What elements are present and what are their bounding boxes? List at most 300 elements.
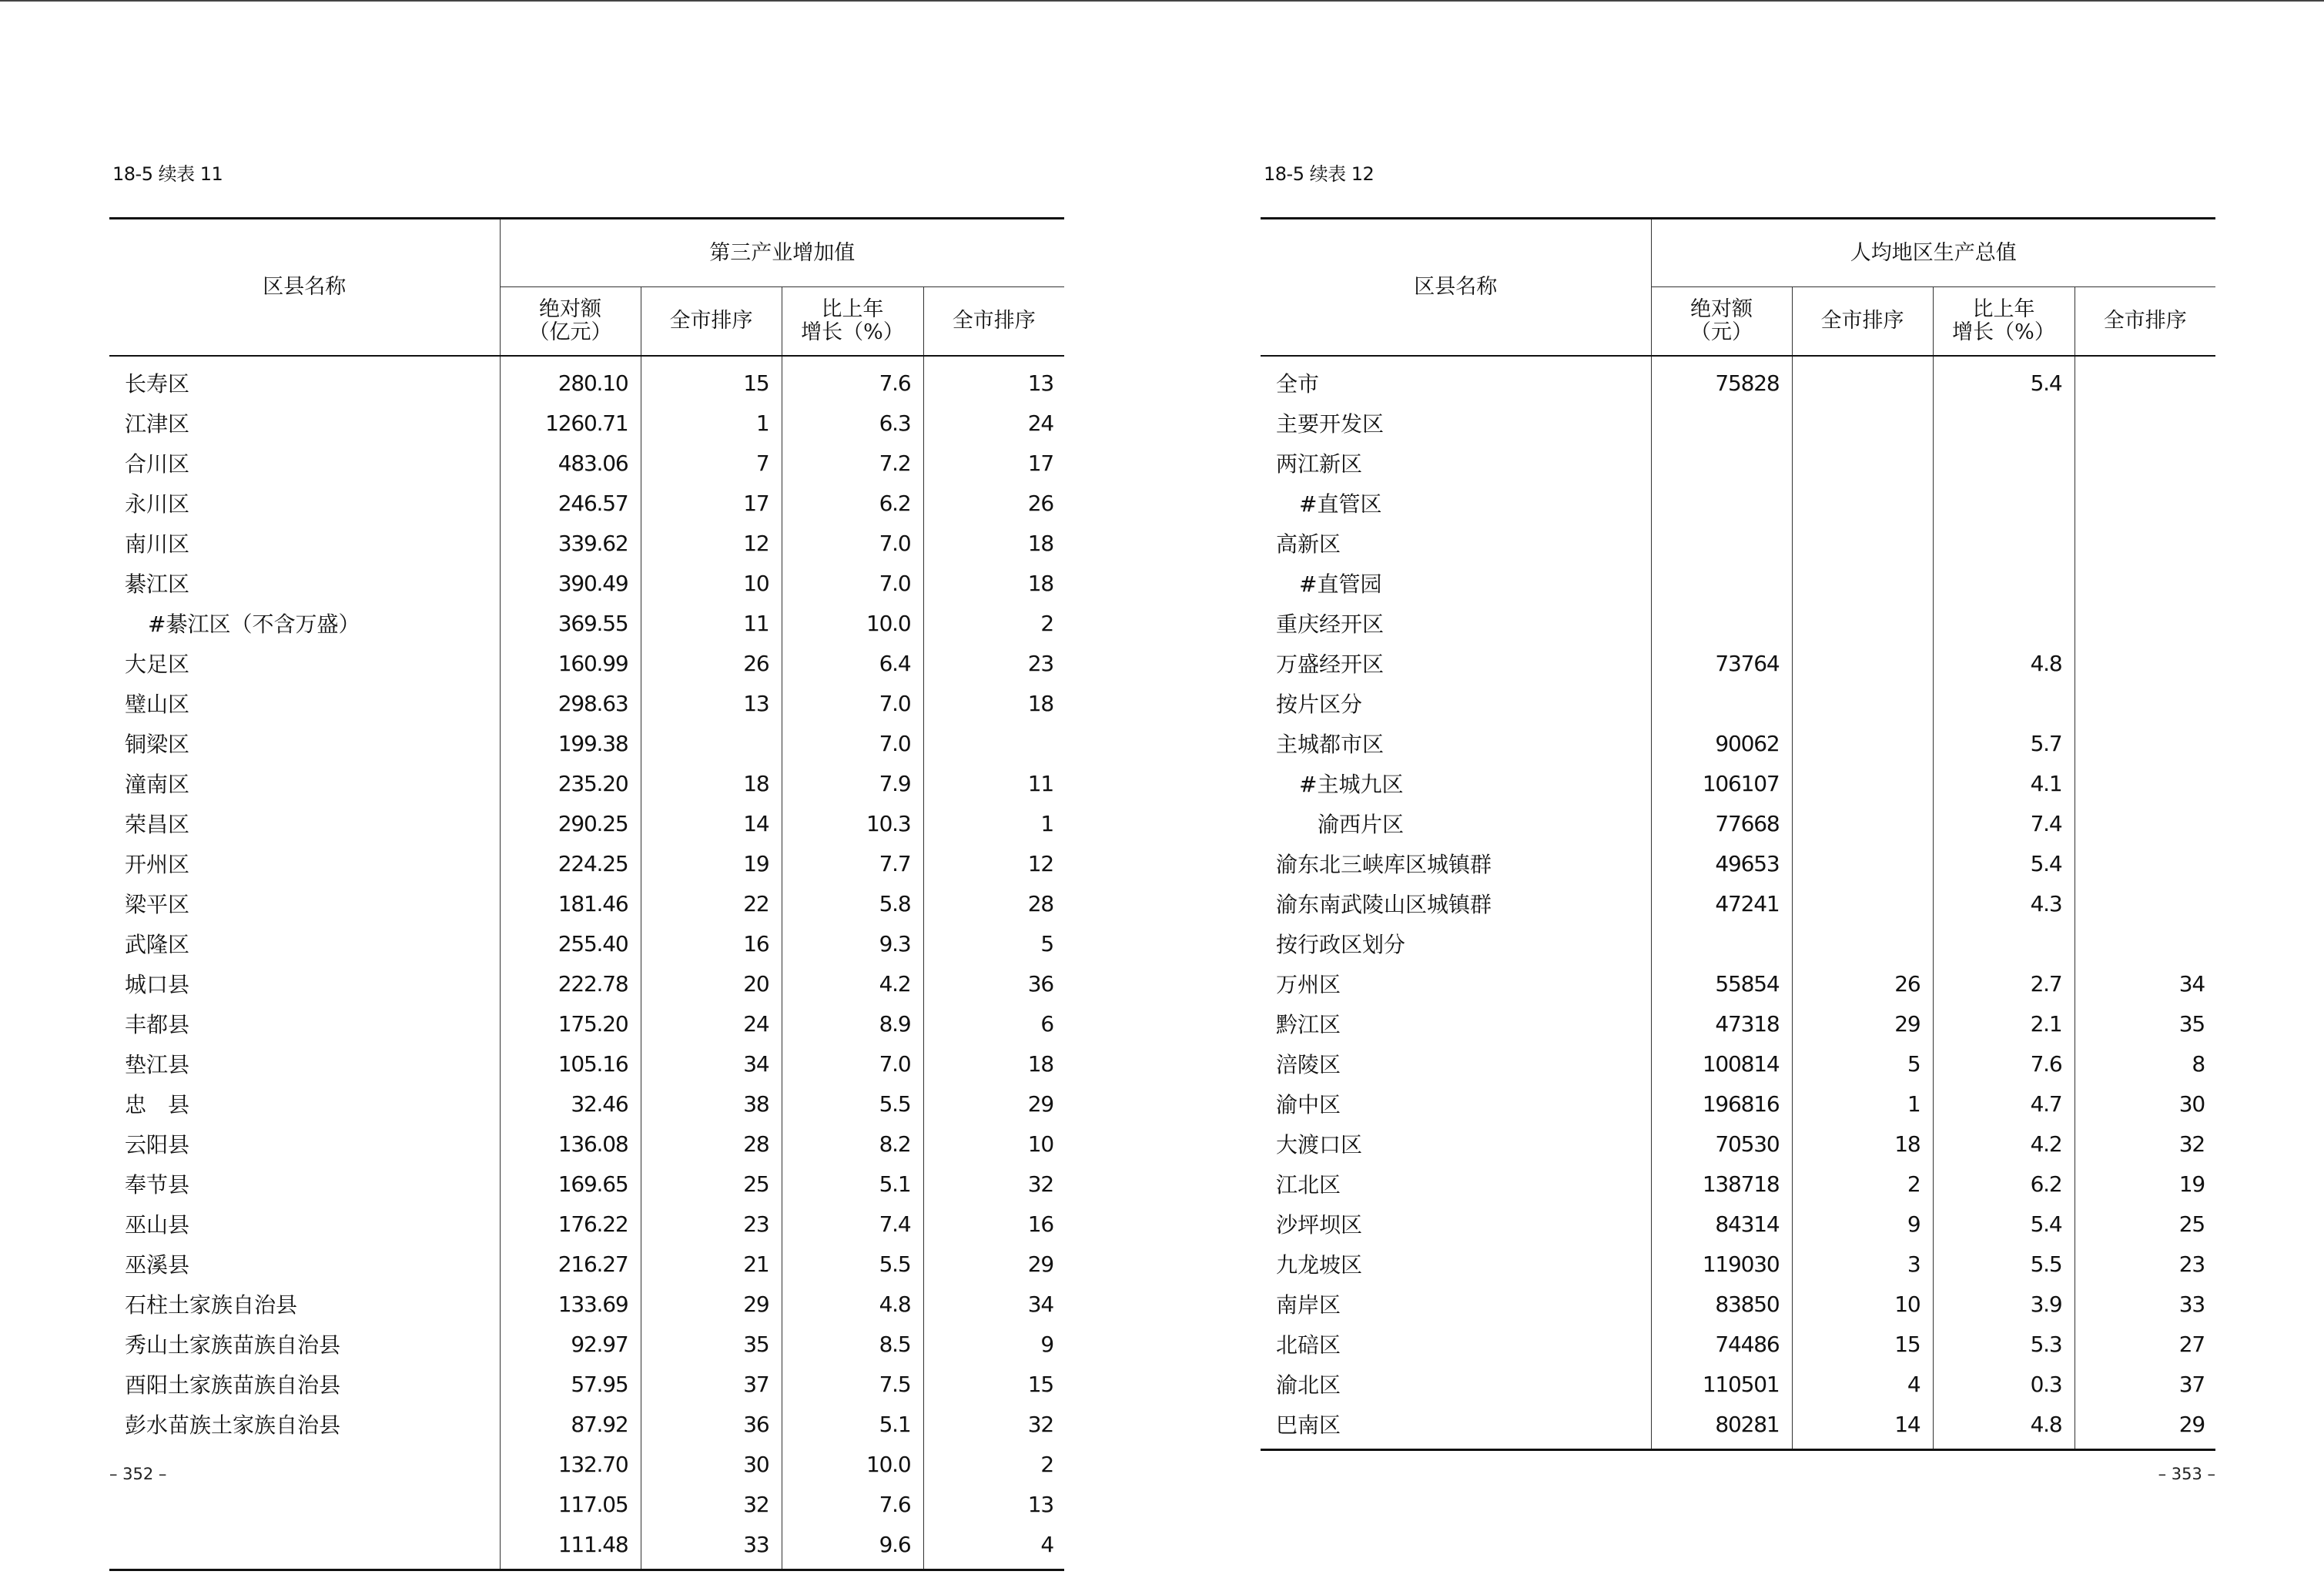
absolute-value-cell: 74486 xyxy=(1651,1324,1792,1364)
growth-rank-cell: 13 xyxy=(1027,1491,1053,1517)
rank-cell xyxy=(1792,356,1933,403)
district-name-cell: 沙坪坝区 xyxy=(1261,1204,1651,1244)
table-row xyxy=(109,1484,1064,1524)
district-name-cell: 南川区 xyxy=(109,523,500,563)
absolute-value-cell: 106107 xyxy=(1651,763,1792,803)
absolute-value-cell: 235.20 xyxy=(500,763,641,803)
district-name-cell: 綦江区 xyxy=(109,563,500,603)
subheader-growth: 比上年 增长（%） xyxy=(1933,287,2075,357)
growth-cell: 10.3 xyxy=(782,803,923,843)
absolute-value-cell xyxy=(1651,443,1792,483)
growth-cell: 7.0 xyxy=(782,683,923,723)
table-row xyxy=(109,443,1064,483)
absolute-value-cell: 110501 xyxy=(1651,1364,1792,1404)
subheader-absolute: 绝对额 （元） xyxy=(1651,287,1792,357)
subheader-absolute: 绝对额 （亿元） xyxy=(500,287,641,357)
rank-cell: 21 xyxy=(641,1244,782,1284)
absolute-value-cell: 55854 xyxy=(1651,963,1792,1003)
growth-rank-cell xyxy=(2075,523,2215,563)
district-name-cell: 忠 县 xyxy=(109,1084,500,1124)
absolute-value-cell: 105.16 xyxy=(500,1044,641,1084)
absolute-value-cell: 47318 xyxy=(1651,1003,1792,1044)
absolute-value-cell: 176.22 xyxy=(500,1204,641,1244)
table-row xyxy=(109,1404,1064,1444)
rank-cell: 29 xyxy=(1792,1003,1933,1044)
absolute-value-cell: 87.92 xyxy=(500,1404,641,1444)
district-name-cell: 铜梁区 xyxy=(109,723,500,763)
growth-rank-cell: 9 xyxy=(1040,1331,1053,1357)
growth-rank-cell: 18 xyxy=(1027,530,1053,556)
table-row xyxy=(1261,483,2215,523)
absolute-value-cell: 369.55 xyxy=(500,603,641,643)
growth-rank-cell: 16 xyxy=(1027,1211,1053,1237)
table-row xyxy=(1261,683,2215,723)
rank-cell: 26 xyxy=(641,643,782,683)
growth-rank-cell xyxy=(2075,883,2215,923)
absolute-value-cell: 199.38 xyxy=(500,723,641,763)
rank-cell: 3 xyxy=(1792,1244,1933,1284)
rank-cell xyxy=(1792,483,1933,523)
rank-cell xyxy=(1792,443,1933,483)
growth-cell: 4.1 xyxy=(1933,763,2075,803)
absolute-value-cell: 290.25 xyxy=(500,803,641,843)
district-name-cell: 大足区 xyxy=(109,643,500,683)
absolute-value-cell: 196816 xyxy=(1651,1084,1792,1124)
absolute-value-cell: 224.25 xyxy=(500,843,641,883)
absolute-value-cell: 136.08 xyxy=(500,1124,641,1164)
rank-cell: 25 xyxy=(641,1164,782,1204)
rank-cell: 26 xyxy=(1792,963,1933,1003)
rank-cell xyxy=(1792,563,1933,603)
table-row xyxy=(109,1324,1064,1364)
district-name-cell: 潼南区 xyxy=(109,763,500,803)
growth-rank-cell: 1 xyxy=(1040,810,1053,836)
district-name-cell: 按行政区划分 xyxy=(1261,923,1651,963)
table-row xyxy=(109,923,1064,963)
absolute-value-cell: 84314 xyxy=(1651,1204,1792,1244)
rank-cell: 20 xyxy=(641,963,782,1003)
district-name-cell: 梁平区 xyxy=(109,883,500,923)
rank-cell: 9 xyxy=(1792,1204,1933,1244)
absolute-value-cell: 246.57 xyxy=(500,483,641,523)
absolute-value-cell: 73764 xyxy=(1651,643,1792,683)
district-name-cell: 南岸区 xyxy=(1261,1284,1651,1324)
district-name-cell: 全市 xyxy=(1261,356,1651,403)
absolute-value-cell: 255.40 xyxy=(500,923,641,963)
district-name-cell: 万州区 xyxy=(1261,963,1651,1003)
rank-cell: 13 xyxy=(641,683,782,723)
district-name-cell: 石柱土家族自治县 xyxy=(109,1284,500,1324)
right-page xyxy=(1261,0,2215,1588)
table-row xyxy=(1261,883,2215,923)
growth-rank-cell xyxy=(2075,563,2215,603)
district-name-cell: 渝东北三峡库区城镇群 xyxy=(1261,843,1651,883)
absolute-value-cell xyxy=(1651,483,1792,523)
rank-cell: 36 xyxy=(641,1404,782,1444)
growth-cell: 7.6 xyxy=(782,1484,923,1524)
rank-cell: 29 xyxy=(641,1284,782,1324)
absolute-value-cell: 390.49 xyxy=(500,563,641,603)
group-header: 人均地区生产总值 xyxy=(1651,219,2215,287)
district-name-cell: #直管园 xyxy=(1261,563,1651,603)
table-title: 18-5 续表 12 xyxy=(1264,163,1375,185)
district-name-cell: 云阳县 xyxy=(109,1124,500,1164)
district-name-cell: 重庆经开区 xyxy=(1261,603,1651,643)
absolute-value-cell: 298.63 xyxy=(500,683,641,723)
table-row xyxy=(1261,1404,2215,1450)
absolute-value-cell: 119030 xyxy=(1651,1244,1792,1284)
district-name-cell: 主城都市区 xyxy=(1261,723,1651,763)
table-row xyxy=(1261,643,2215,683)
growth-cell: 7.2 xyxy=(782,443,923,483)
growth-cell: 9.6 xyxy=(782,1524,923,1570)
subheader-rank: 全市排序 xyxy=(641,287,782,357)
table-row xyxy=(1261,523,2215,563)
growth-cell: 7.9 xyxy=(782,763,923,803)
absolute-value-cell xyxy=(1651,563,1792,603)
absolute-value-cell: 483.06 xyxy=(500,443,641,483)
growth-cell: 4.7 xyxy=(1933,1084,2075,1124)
per-capita-gdp-table xyxy=(1261,217,2215,1451)
district-name-cell: 巴南区 xyxy=(1261,1404,1651,1450)
growth-rank-cell: 23 xyxy=(2178,1251,2205,1277)
growth-cell: 4.8 xyxy=(782,1284,923,1324)
absolute-value-cell: 138718 xyxy=(1651,1164,1792,1204)
table-row xyxy=(1261,1284,2215,1324)
growth-rank-cell xyxy=(2075,403,2215,443)
district-name-cell: 按片区分 xyxy=(1261,683,1651,723)
rank-cell: 1 xyxy=(1792,1084,1933,1124)
district-name-cell: 渝北区 xyxy=(1261,1364,1651,1404)
subheader-growth-rank: 全市排序 xyxy=(952,309,1036,333)
growth-cell xyxy=(1933,563,2075,603)
growth-rank-cell xyxy=(2075,356,2215,403)
absolute-value-cell: 169.65 xyxy=(500,1164,641,1204)
growth-cell: 7.5 xyxy=(782,1364,923,1404)
absolute-value-cell: 216.27 xyxy=(500,1244,641,1284)
rank-cell: 11 xyxy=(641,603,782,643)
rank-cell: 1 xyxy=(641,403,782,443)
growth-cell: 4.8 xyxy=(1933,1404,2075,1450)
rank-cell xyxy=(1792,723,1933,763)
growth-cell xyxy=(1933,523,2075,563)
growth-cell: 5.1 xyxy=(782,1164,923,1204)
table-row xyxy=(1261,723,2215,763)
rank-cell: 22 xyxy=(641,883,782,923)
growth-cell: 2.7 xyxy=(1933,963,2075,1003)
district-name-cell: #主城九区 xyxy=(1261,763,1651,803)
rank-cell: 14 xyxy=(641,803,782,843)
absolute-value-cell: 92.97 xyxy=(500,1324,641,1364)
growth-rank-cell: 2 xyxy=(1040,1451,1053,1477)
rank-cell xyxy=(641,723,782,763)
growth-cell: 7.0 xyxy=(782,1044,923,1084)
table-row xyxy=(109,483,1064,523)
growth-rank-cell xyxy=(2075,803,2215,843)
table-row xyxy=(109,403,1064,443)
absolute-value-cell: 117.05 xyxy=(500,1484,641,1524)
growth-rank-cell: 6 xyxy=(1040,1010,1053,1037)
growth-cell: 10.0 xyxy=(782,1444,923,1484)
growth-cell: 6.3 xyxy=(782,403,923,443)
district-name-cell: 秀山土家族苗族自治县 xyxy=(109,1324,500,1364)
district-name-cell: 主要开发区 xyxy=(1261,403,1651,443)
subheader-rank: 全市排序 xyxy=(1792,287,1933,357)
absolute-value-cell: 32.46 xyxy=(500,1084,641,1124)
table-row xyxy=(1261,1244,2215,1284)
column-header-district: 区县名称 xyxy=(109,219,500,357)
table-row xyxy=(1261,1084,2215,1124)
growth-rank-cell: 33 xyxy=(2178,1291,2205,1317)
absolute-value-cell: 181.46 xyxy=(500,883,641,923)
table-row xyxy=(109,356,1064,403)
growth-rank-cell xyxy=(2075,443,2215,483)
absolute-value-cell: 1260.71 xyxy=(500,403,641,443)
table-row xyxy=(109,1204,1064,1244)
growth-cell: 6.2 xyxy=(1933,1164,2075,1204)
rank-cell: 23 xyxy=(641,1204,782,1244)
district-name-cell: 合川区 xyxy=(109,443,500,483)
growth-cell xyxy=(1933,403,2075,443)
growth-cell: 5.3 xyxy=(1933,1324,2075,1364)
growth-cell: 5.7 xyxy=(1933,723,2075,763)
rank-cell: 4 xyxy=(1792,1364,1933,1404)
rank-cell: 7 xyxy=(641,443,782,483)
absolute-value-cell: 77668 xyxy=(1651,803,1792,843)
growth-rank-cell: 30 xyxy=(2178,1090,2205,1117)
growth-cell: 8.9 xyxy=(782,1003,923,1044)
absolute-value-cell: 83850 xyxy=(1651,1284,1792,1324)
growth-cell: 7.7 xyxy=(782,843,923,883)
absolute-value-cell: 111.48 xyxy=(500,1524,641,1570)
growth-rank-cell xyxy=(2075,923,2215,963)
rank-cell xyxy=(1792,923,1933,963)
subheader-growth: 比上年 增长（%） xyxy=(782,287,923,357)
district-name-cell: 涪陵区 xyxy=(1261,1044,1651,1084)
table-row xyxy=(1261,563,2215,603)
growth-rank-cell: 19 xyxy=(2178,1171,2205,1197)
page-number: – 353 – xyxy=(2158,1465,2215,1483)
absolute-value-cell: 132.70 xyxy=(500,1444,641,1484)
absolute-value-cell xyxy=(1651,683,1792,723)
growth-rank-cell: 17 xyxy=(1027,450,1053,476)
district-name-cell: 奉节县 xyxy=(109,1164,500,1204)
growth-cell: 7.6 xyxy=(1933,1044,2075,1084)
growth-cell: 5.4 xyxy=(1933,843,2075,883)
table-row xyxy=(109,563,1064,603)
table-row xyxy=(1261,603,2215,643)
growth-rank-cell xyxy=(2075,483,2215,523)
rank-cell xyxy=(1792,803,1933,843)
growth-rank-cell: 24 xyxy=(1027,410,1053,436)
tertiary-industry-table xyxy=(109,217,1064,1571)
district-name-cell: 彭水苗族土家族自治县 xyxy=(109,1404,500,1444)
absolute-value-cell: 175.20 xyxy=(500,1003,641,1044)
district-name-cell: 渝东南武陵山区城镇群 xyxy=(1261,883,1651,923)
absolute-value-cell: 57.95 xyxy=(500,1364,641,1404)
rank-cell: 15 xyxy=(641,356,782,403)
district-name-cell: 江津区 xyxy=(109,403,500,443)
growth-cell: 7.6 xyxy=(782,356,923,403)
district-name-cell: 渝中区 xyxy=(1261,1084,1651,1124)
absolute-value-cell: 280.10 xyxy=(500,356,641,403)
table-row xyxy=(109,723,1064,763)
growth-cell: 5.1 xyxy=(782,1404,923,1444)
growth-cell: 8.5 xyxy=(782,1324,923,1364)
growth-cell: 9.3 xyxy=(782,923,923,963)
table-row xyxy=(1261,443,2215,483)
growth-cell xyxy=(1933,443,2075,483)
growth-cell xyxy=(1933,483,2075,523)
growth-rank-cell: 32 xyxy=(1027,1411,1053,1437)
absolute-value-cell: 49653 xyxy=(1651,843,1792,883)
table-row xyxy=(109,1524,1064,1570)
table-row xyxy=(109,763,1064,803)
rank-cell xyxy=(1792,843,1933,883)
growth-rank-cell: 29 xyxy=(1027,1251,1053,1277)
table-row xyxy=(1261,1124,2215,1164)
table-row xyxy=(109,963,1064,1003)
rank-cell xyxy=(1792,643,1933,683)
growth-cell: 4.2 xyxy=(1933,1124,2075,1164)
growth-cell: 10.0 xyxy=(782,603,923,643)
growth-rank-cell: 29 xyxy=(2178,1411,2205,1437)
table-row xyxy=(1261,1364,2215,1404)
absolute-value-cell: 90062 xyxy=(1651,723,1792,763)
rank-cell: 12 xyxy=(641,523,782,563)
growth-rank-cell: 28 xyxy=(1027,890,1053,916)
table-row xyxy=(1261,403,2215,443)
table-row xyxy=(109,1364,1064,1404)
rank-cell: 18 xyxy=(641,763,782,803)
rank-cell: 15 xyxy=(1792,1324,1933,1364)
table-row xyxy=(109,1084,1064,1124)
table-row xyxy=(109,643,1064,683)
district-name-cell xyxy=(109,1484,500,1524)
rank-cell: 30 xyxy=(641,1444,782,1484)
growth-cell: 2.1 xyxy=(1933,1003,2075,1044)
growth-rank-cell xyxy=(2075,643,2215,683)
growth-rank-cell xyxy=(2075,603,2215,643)
table-row xyxy=(109,803,1064,843)
growth-cell: 5.8 xyxy=(782,883,923,923)
growth-rank-cell: 18 xyxy=(1027,1050,1053,1077)
absolute-value-cell: 160.99 xyxy=(500,643,641,683)
table-row xyxy=(1261,1003,2215,1044)
table-row xyxy=(1261,803,2215,843)
growth-cell xyxy=(1933,923,2075,963)
absolute-value-cell: 133.69 xyxy=(500,1284,641,1324)
table-row xyxy=(109,523,1064,563)
growth-rank-cell: 2 xyxy=(1040,610,1053,636)
growth-cell xyxy=(1933,603,2075,643)
table-row xyxy=(109,883,1064,923)
absolute-value-cell xyxy=(1651,923,1792,963)
table-row xyxy=(109,1444,1064,1484)
growth-cell: 7.4 xyxy=(1933,803,2075,843)
growth-cell: 5.4 xyxy=(1933,1204,2075,1244)
absolute-value-cell: 100814 xyxy=(1651,1044,1792,1084)
rank-cell xyxy=(1792,603,1933,643)
district-name-cell: 大渡口区 xyxy=(1261,1124,1651,1164)
table-row xyxy=(1261,763,2215,803)
growth-cell xyxy=(1933,683,2075,723)
absolute-value-cell: 339.62 xyxy=(500,523,641,563)
district-name-cell: 江北区 xyxy=(1261,1164,1651,1204)
growth-cell: 4.8 xyxy=(1933,643,2075,683)
growth-rank-cell: 5 xyxy=(1040,930,1053,956)
table-row xyxy=(1261,843,2215,883)
absolute-value-cell: 47241 xyxy=(1651,883,1792,923)
group-header: 第三产业增加值 xyxy=(500,219,1064,287)
rank-cell: 35 xyxy=(641,1324,782,1364)
growth-rank-cell xyxy=(2075,683,2215,723)
growth-rank-cell: 27 xyxy=(2178,1331,2205,1357)
subheader-growth-rank: 全市排序 xyxy=(2103,309,2187,333)
growth-cell: 7.0 xyxy=(782,523,923,563)
growth-rank-cell: 34 xyxy=(1027,1291,1053,1317)
district-name-cell: 两江新区 xyxy=(1261,443,1651,483)
growth-rank-cell: 34 xyxy=(2178,970,2205,997)
district-name-cell: 巫溪县 xyxy=(109,1244,500,1284)
district-name-cell: #直管区 xyxy=(1261,483,1651,523)
district-name-cell: 巫山县 xyxy=(109,1204,500,1244)
growth-rank-cell: 32 xyxy=(1027,1171,1053,1197)
rank-cell: 19 xyxy=(641,843,782,883)
growth-rank-cell: 36 xyxy=(1027,970,1053,997)
absolute-value-cell xyxy=(1651,603,1792,643)
growth-cell: 8.2 xyxy=(782,1124,923,1164)
district-name-cell: 丰都县 xyxy=(109,1003,500,1044)
growth-rank-cell: 26 xyxy=(1027,490,1053,516)
growth-rank-cell: 25 xyxy=(2178,1211,2205,1237)
rank-cell: 10 xyxy=(1792,1284,1933,1324)
district-name-cell: 万盛经开区 xyxy=(1261,643,1651,683)
growth-rank-cell: 18 xyxy=(1027,690,1053,716)
district-name-cell: 黔江区 xyxy=(1261,1003,1651,1044)
rank-cell: 28 xyxy=(641,1124,782,1164)
growth-rank-cell: 18 xyxy=(1027,570,1053,596)
rank-cell xyxy=(1792,883,1933,923)
district-name-cell: 高新区 xyxy=(1261,523,1651,563)
district-name-cell: 九龙坡区 xyxy=(1261,1244,1651,1284)
growth-rank-cell: 29 xyxy=(1027,1090,1053,1117)
growth-cell: 3.9 xyxy=(1933,1284,2075,1324)
growth-rank-cell xyxy=(2075,843,2215,883)
growth-cell: 5.5 xyxy=(782,1244,923,1284)
growth-rank-cell xyxy=(2075,763,2215,803)
district-name-cell xyxy=(109,1524,500,1570)
rank-cell: 16 xyxy=(641,923,782,963)
rank-cell: 10 xyxy=(641,563,782,603)
absolute-value-cell xyxy=(1651,523,1792,563)
absolute-value-cell: 80281 xyxy=(1651,1404,1792,1450)
rank-cell: 18 xyxy=(1792,1124,1933,1164)
rank-cell: 17 xyxy=(641,483,782,523)
growth-cell: 4.3 xyxy=(1933,883,2075,923)
table-row xyxy=(109,1244,1064,1284)
growth-cell: 7.4 xyxy=(782,1204,923,1244)
rank-cell: 5 xyxy=(1792,1044,1933,1084)
district-name-cell: 开州区 xyxy=(109,843,500,883)
rank-cell xyxy=(1792,523,1933,563)
district-name-cell xyxy=(109,1444,500,1484)
district-name-cell: 璧山区 xyxy=(109,683,500,723)
rank-cell: 34 xyxy=(641,1044,782,1084)
growth-rank-cell xyxy=(923,723,1064,763)
absolute-value-cell: 222.78 xyxy=(500,963,641,1003)
growth-cell: 0.3 xyxy=(1933,1364,2075,1404)
